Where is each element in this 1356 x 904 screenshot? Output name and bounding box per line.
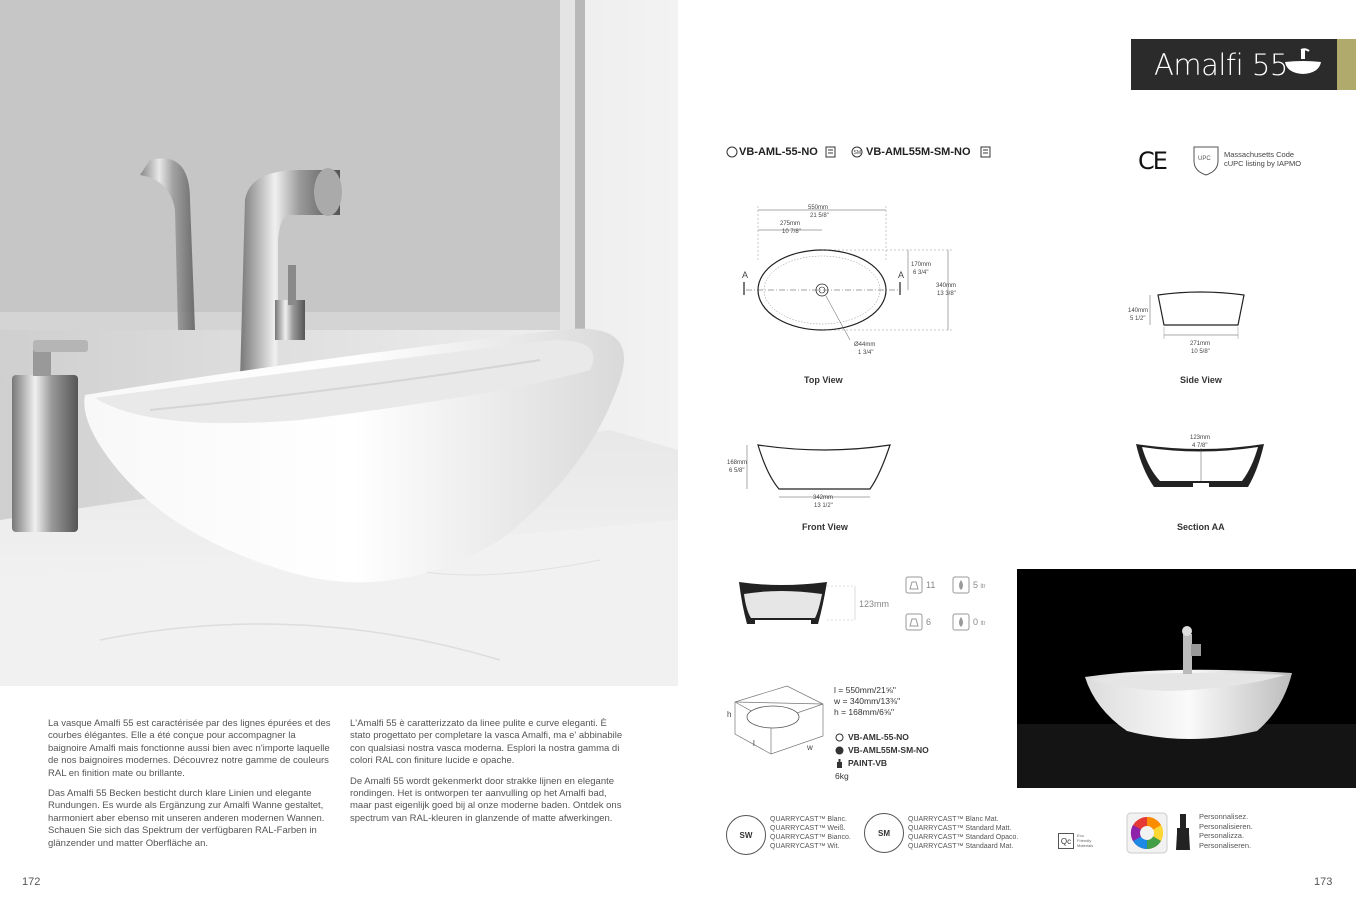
qc-text: Eco Friendly Materials: [1077, 833, 1094, 848]
paint-brush-icon: [1173, 812, 1193, 854]
spec-code-1-row: VB-AML-55-NO: [835, 731, 929, 744]
capacity-value-4: 0 ltr: [973, 617, 986, 627]
top-width-in: 21 5/8": [810, 213, 829, 219]
top-drain-mm: Ø44mm: [854, 342, 876, 348]
matt-finish-icon-small: [835, 746, 844, 755]
description-column-1: [48, 718, 333, 858]
front-height-in: 6 5/8": [729, 468, 745, 474]
spec-height: h = 168mm/6⅝": [834, 707, 894, 717]
side-base-in: 10 5/8": [1191, 349, 1210, 355]
side-height-mm: 140mm: [1128, 308, 1149, 314]
dim-w-label: w: [807, 743, 813, 752]
spec-paint-row: PAINT-VB: [835, 757, 929, 770]
spec-dimensions: [834, 685, 900, 718]
product-code-1: VB-AML-55-NO: [739, 146, 818, 158]
paint-can-icon: [835, 759, 844, 769]
section-depth-mm: 123mm: [1190, 435, 1211, 441]
section-aa-label: Section AA: [1177, 522, 1225, 532]
gloss-finish-icon: [726, 146, 738, 158]
gloss-finish-icon-small: [835, 733, 844, 742]
front-height-mm: 168mm: [727, 460, 748, 466]
capacity-depth-label: 123mm: [859, 599, 890, 609]
top-drain-in: 1 3/4": [858, 350, 874, 356]
svg-text:UPC: UPC: [1198, 156, 1211, 162]
matt-finish-icon: [851, 146, 863, 158]
side-view-drawing: [1120, 285, 1260, 360]
description-nl: De Amalfi 55 wordt gekenmerkt door strakke lijnen en elegante rondingen. Het is ontworpen ter aanvulling op het Amalfi bad, maar past eigenlijk goed bij al onze moderne baden. Ontdek ons spectrum van RAL-kleuren in glanzende of matte afwerkingen.: [350, 775, 622, 824]
section-marker-a-right: A: [898, 270, 905, 280]
front-base-in: 13 1/2": [814, 503, 833, 509]
svg-text:SM: SM: [853, 150, 861, 156]
sm-finish-list: QUARRYCAST™ Blanc Mat. QUARRYCAST™ Standard Matt. QUARRYCAST™ Standard Opaco. QUARRYCAST™ Standaard Mat.: [908, 816, 1019, 850]
dimensions-box-drawing: [727, 684, 827, 756]
product-title: Amalfi 55: [1154, 48, 1288, 82]
front-view-drawing: [725, 435, 895, 515]
bathroom-photo: [0, 0, 678, 686]
capacity-volume-icon: [905, 576, 923, 594]
title-accent-strip: [1337, 39, 1356, 90]
front-view-label: Front View: [802, 522, 848, 532]
side-height-in: 5 1/2": [1130, 316, 1146, 322]
description-it: L'Amalfi 55 è caratterizzato da linee pulite e curve eleganti. È stato progettato per completare la vasca Amalfi, ma e' abbinabile con qualsiasi nostra vasca moderna. Esplori la nostra gamma di colori RAL con finiture lucide e opache.: [350, 718, 623, 767]
sw-finish-badge: SW: [726, 815, 766, 855]
top-half-width-in: 10 7/8": [782, 229, 801, 235]
top-half-depth-in: 6 3/4": [913, 270, 929, 276]
page-number-left: 172: [22, 876, 41, 888]
drawing-doc-icon: [825, 146, 836, 158]
description-de: Das Amalfi 55 Becken besticht durch klare Linien und elegante Rundungen. Es wurde als Ergänzung zur Amalfi Wanne gestaltet, harmoniert aber ebenso mit unseren anderen modernen Wannen. Schauen Sie sich das Spektrum der verfügbaren RAL-Farben in glänzender und matter Oberfläche an.: [48, 788, 325, 849]
personalise-list: Personnalisez. Personalisieren. Personalizza. Personaliseren.: [1199, 812, 1253, 850]
ce-mark: CE: [1138, 147, 1166, 175]
top-depth-mm: 340mm: [936, 283, 957, 289]
section-aa-drawing: [1130, 430, 1275, 495]
top-half-width-mm: 275mm: [780, 221, 801, 227]
spec-length: l = 550mm/21⅝": [834, 685, 896, 695]
dim-h-label: h: [727, 710, 732, 719]
side-base-mm: 271mm: [1190, 341, 1211, 347]
water-drop-icon: [952, 576, 970, 594]
capacity-value-3: 6: [926, 617, 932, 627]
certification-text: Massachusetts Code cUPC listing by IAPMO: [1224, 150, 1302, 168]
drawing-doc-icon-2: [980, 146, 991, 158]
page-number-right: 173: [1314, 876, 1333, 888]
top-width-mm: 550mm: [808, 205, 829, 211]
dim-l-label: l: [753, 739, 755, 748]
top-view-drawing: [728, 200, 978, 365]
description-column-2: [350, 718, 630, 833]
capacity-value-2: 5 ltr: [973, 580, 986, 590]
sw-finish-list: QUARRYCAST™ Blanc. QUARRYCAST™ Weiß. QUARRYCAST™ Bianco. QUARRYCAST™ Wit.: [770, 816, 851, 850]
section-depth-in: 4 7/8": [1192, 443, 1208, 449]
capacity-volume-icon-2: [905, 613, 923, 631]
basin-icon: [1283, 47, 1323, 77]
top-view-label: Top View: [804, 375, 843, 385]
capacity-value-1: 11: [926, 580, 936, 590]
top-half-depth-mm: 170mm: [911, 262, 932, 268]
spec-weight: 6kg: [835, 771, 849, 781]
spec-width: w = 340mm/13⅜": [834, 696, 901, 706]
front-base-mm: 342mm: [813, 495, 834, 501]
qc-badge: Qc: [1058, 833, 1074, 849]
water-drop-icon-2: [952, 613, 970, 631]
side-view-label: Side View: [1180, 375, 1222, 385]
product-code-2: VB-AML55M-SM-NO: [866, 146, 971, 158]
spec-codes: [835, 731, 929, 783]
description-fr: La vasque Amalfi 55 est caractérisée par des lignes épurées et des courbes élégantes. Elle a été conçue pour accompagner la baignoire Amalfi mais fonctionne aussi bien avec n'importe laquelle de nos baignoires modernes. Découvrez notre gamme de couleurs RAL en finition mate ou brillante.: [48, 718, 331, 779]
upc-shield-icon: [1190, 145, 1222, 177]
sm-finish-badge: SM: [864, 813, 904, 853]
product-photo-dark: [1017, 569, 1356, 788]
top-depth-in: 13 3/8": [937, 291, 956, 297]
color-wheel-icon: [1126, 812, 1168, 854]
section-marker-a-left: A: [742, 270, 749, 280]
spec-code-2-row: VB-AML55M-SM-NO: [835, 744, 929, 757]
